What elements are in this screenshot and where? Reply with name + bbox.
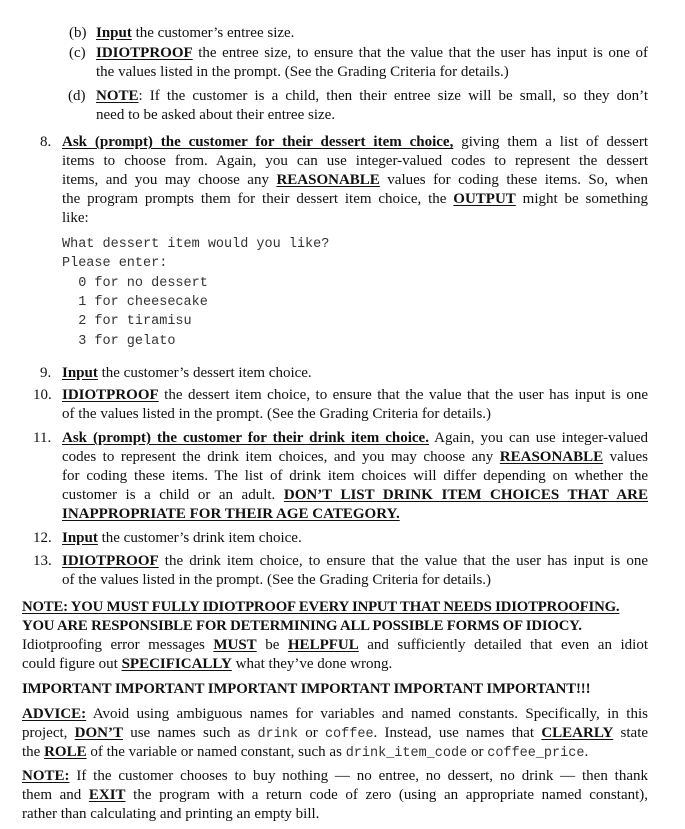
text: giving them a list of dessert: [461, 134, 649, 150]
text: the program prompts them for their dessert item choice, the: [62, 191, 447, 207]
text: project,: [22, 725, 68, 741]
item13-line1: [62, 552, 648, 571]
item11-line1: [62, 429, 648, 448]
item10-line1: [62, 386, 648, 405]
item11-line4: [62, 486, 648, 505]
sub-item-c-line1: [96, 44, 648, 63]
keyword-clearly: CLEARLY: [541, 725, 614, 741]
note-line4: [22, 655, 392, 674]
text: the customer’s dessert item choice.: [101, 365, 312, 381]
keyword-reasonable: REASONABLE: [276, 172, 380, 188]
code-drink: drink: [257, 727, 298, 742]
keyword-must: MUST: [213, 637, 257, 653]
keyword-helpful: HELPFUL: [287, 637, 359, 653]
text: the customer’s entree size.: [135, 25, 295, 41]
sub-item-d-line2: need to be asked about their entree size.: [96, 107, 336, 123]
keyword-input: Input: [62, 365, 98, 381]
sub-item-c-line2: the values listed in the prompt. (See the Grading Criteria for details.): [96, 64, 509, 80]
sub-item-b: [96, 24, 294, 43]
note2-line1: [22, 767, 648, 786]
item-number-10: 10.: [33, 387, 52, 403]
keyword-specifically: SPECIFICALLY: [121, 656, 232, 672]
item10-line2: of the values listed in the prompt. (See the Grading Criteria for details.): [62, 406, 492, 422]
item-number-13: 13.: [33, 553, 52, 569]
text: them and: [22, 787, 82, 803]
sub-item-d-line1: [96, 87, 648, 106]
important-heading: IMPORTANT IMPORTANT IMPORTANT IMPORTANT IMPORTANT IMPORTANT!!!: [22, 681, 591, 697]
sub-item-label-b: (b): [69, 25, 87, 41]
text: .: [584, 744, 589, 760]
text: and sufficiently detailed that even an idiot: [367, 637, 648, 653]
text: or: [305, 725, 318, 741]
note-idiotproof-heading: NOTE: YOU MUST FULLY IDIOTPROOF EVERY INPUT THAT NEEDS IDIOTPROOFING.: [22, 599, 620, 615]
text: state: [620, 725, 649, 741]
text: Again, you can use integer-valued: [434, 430, 648, 446]
text: . Instead, use names that: [373, 725, 535, 741]
text: the: [22, 744, 41, 760]
keyword-advice: ADVICE:: [22, 706, 87, 722]
item8-line4: [62, 190, 648, 209]
code-coffee-price: coffee_price: [487, 746, 585, 761]
item-number-12: 12.: [33, 530, 52, 546]
keyword-input: Input: [62, 530, 98, 546]
text: codes to represent the drink item choices, and you may choose any: [62, 449, 494, 465]
item-number-8: 8.: [40, 134, 52, 150]
code-drink-item-code: drink_item_code: [345, 746, 468, 761]
keyword-reasonable: REASONABLE: [499, 449, 604, 465]
text: Avoid using ambiguous names for variables and named constants. Specifically, in this: [92, 706, 648, 722]
advice-line2: [22, 724, 648, 744]
text: the customer’s drink item choice.: [101, 530, 302, 546]
note-line3: [22, 636, 648, 655]
keyword-idiotproof: IDIOTPROOF: [96, 45, 193, 61]
item11-line3: for coding these items. The list of drink item choices will differ depending on whether the: [62, 468, 648, 484]
text: customer is a child or an adult.: [62, 487, 276, 503]
keyword-exit: EXIT: [88, 787, 126, 803]
keyword-idiotproof: IDIOTPROOF: [62, 553, 159, 569]
item8-line2: items to choose from. Again, you can use integer-valued codes to represent the dessert: [62, 153, 648, 169]
item8-line1: [62, 133, 648, 152]
text: values for coding these items. So, when: [387, 172, 648, 188]
text: the dessert item choice, to ensure that the value that the user has input is one: [164, 387, 649, 403]
text: items, and you may choose any: [62, 172, 269, 188]
text: might be something: [522, 191, 649, 207]
text: Idiotproofing error messages: [22, 637, 205, 653]
keyword-dont-list: DON’T LIST DRINK ITEM CHOICES THAT ARE: [283, 487, 648, 503]
item11-line5: [62, 505, 400, 524]
text: could figure out: [22, 656, 118, 672]
text: If the customer chooses to buy nothing — no entree, no dessert, no drink — then thank: [76, 768, 648, 784]
item-number-11: 11.: [33, 430, 52, 446]
code-line-6: 3 for gelato: [62, 334, 176, 349]
item-number-9: 9.: [40, 365, 52, 381]
sub-item-label-d: (d): [68, 88, 86, 104]
text: or: [470, 744, 484, 760]
note2-line2: [22, 786, 648, 805]
keyword-note: NOTE: [96, 88, 139, 104]
item8-line5: like:: [62, 210, 89, 226]
note-responsible: YOU ARE RESPONSIBLE FOR DETERMINING ALL POSSIBLE FORMS OF IDIOCY.: [22, 618, 582, 634]
code-line-4: 1 for cheesecake: [62, 295, 208, 310]
advice-line3: [22, 743, 588, 763]
item9-line1: [62, 364, 312, 383]
text: : If the customer is a child, then their entree size will be small, so they don’t: [138, 88, 648, 104]
text: of the variable or named constant, such as: [90, 744, 342, 760]
code-line-1: What dessert item would you like?: [62, 237, 330, 252]
item12-line1: [62, 529, 302, 548]
code-line-2: Please enter:: [62, 256, 168, 271]
advice-line1: [22, 705, 648, 724]
code-coffee: coffee: [324, 727, 374, 742]
item8-line3: [62, 171, 648, 190]
item11-line2: [62, 448, 648, 467]
keyword-dont: DON’T: [74, 725, 123, 741]
code-line-3: 0 for no dessert: [62, 276, 208, 291]
sub-item-label-c: (c): [69, 45, 86, 61]
keyword-ask-drink: Ask (prompt) the customer for their drink item choice.: [62, 430, 429, 446]
keyword-ask-dessert: Ask (prompt) the customer for their dessert item choice,: [62, 134, 454, 150]
text: the program with a return code of zero (using an appropriate named constant),: [133, 787, 649, 803]
item13-line2: of the values listed in the prompt. (See the Grading Criteria for details.): [62, 572, 492, 588]
text: what they’ve done wrong.: [235, 656, 393, 672]
text: the drink item choice, to ensure that the value that the user has input is one: [164, 553, 648, 569]
keyword-idiotproof: IDIOTPROOF: [62, 387, 159, 403]
text: use names such as: [130, 725, 251, 741]
keyword-input: Input: [96, 25, 132, 41]
note2-line3: rather than calculating and printing an empty bill.: [22, 806, 320, 822]
text: be: [265, 637, 280, 653]
keyword-note: NOTE:: [22, 768, 70, 784]
code-line-5: 2 for tiramisu: [62, 314, 192, 329]
keyword-role: ROLE: [44, 744, 87, 760]
keyword-output: OUTPUT: [453, 191, 516, 207]
text: the entree size, to ensure that the value that the user has input is one of: [198, 45, 648, 61]
keyword-inappropriate: INAPPROPRIATE FOR THEIR AGE CATEGORY.: [62, 506, 400, 522]
text: values: [609, 449, 648, 465]
